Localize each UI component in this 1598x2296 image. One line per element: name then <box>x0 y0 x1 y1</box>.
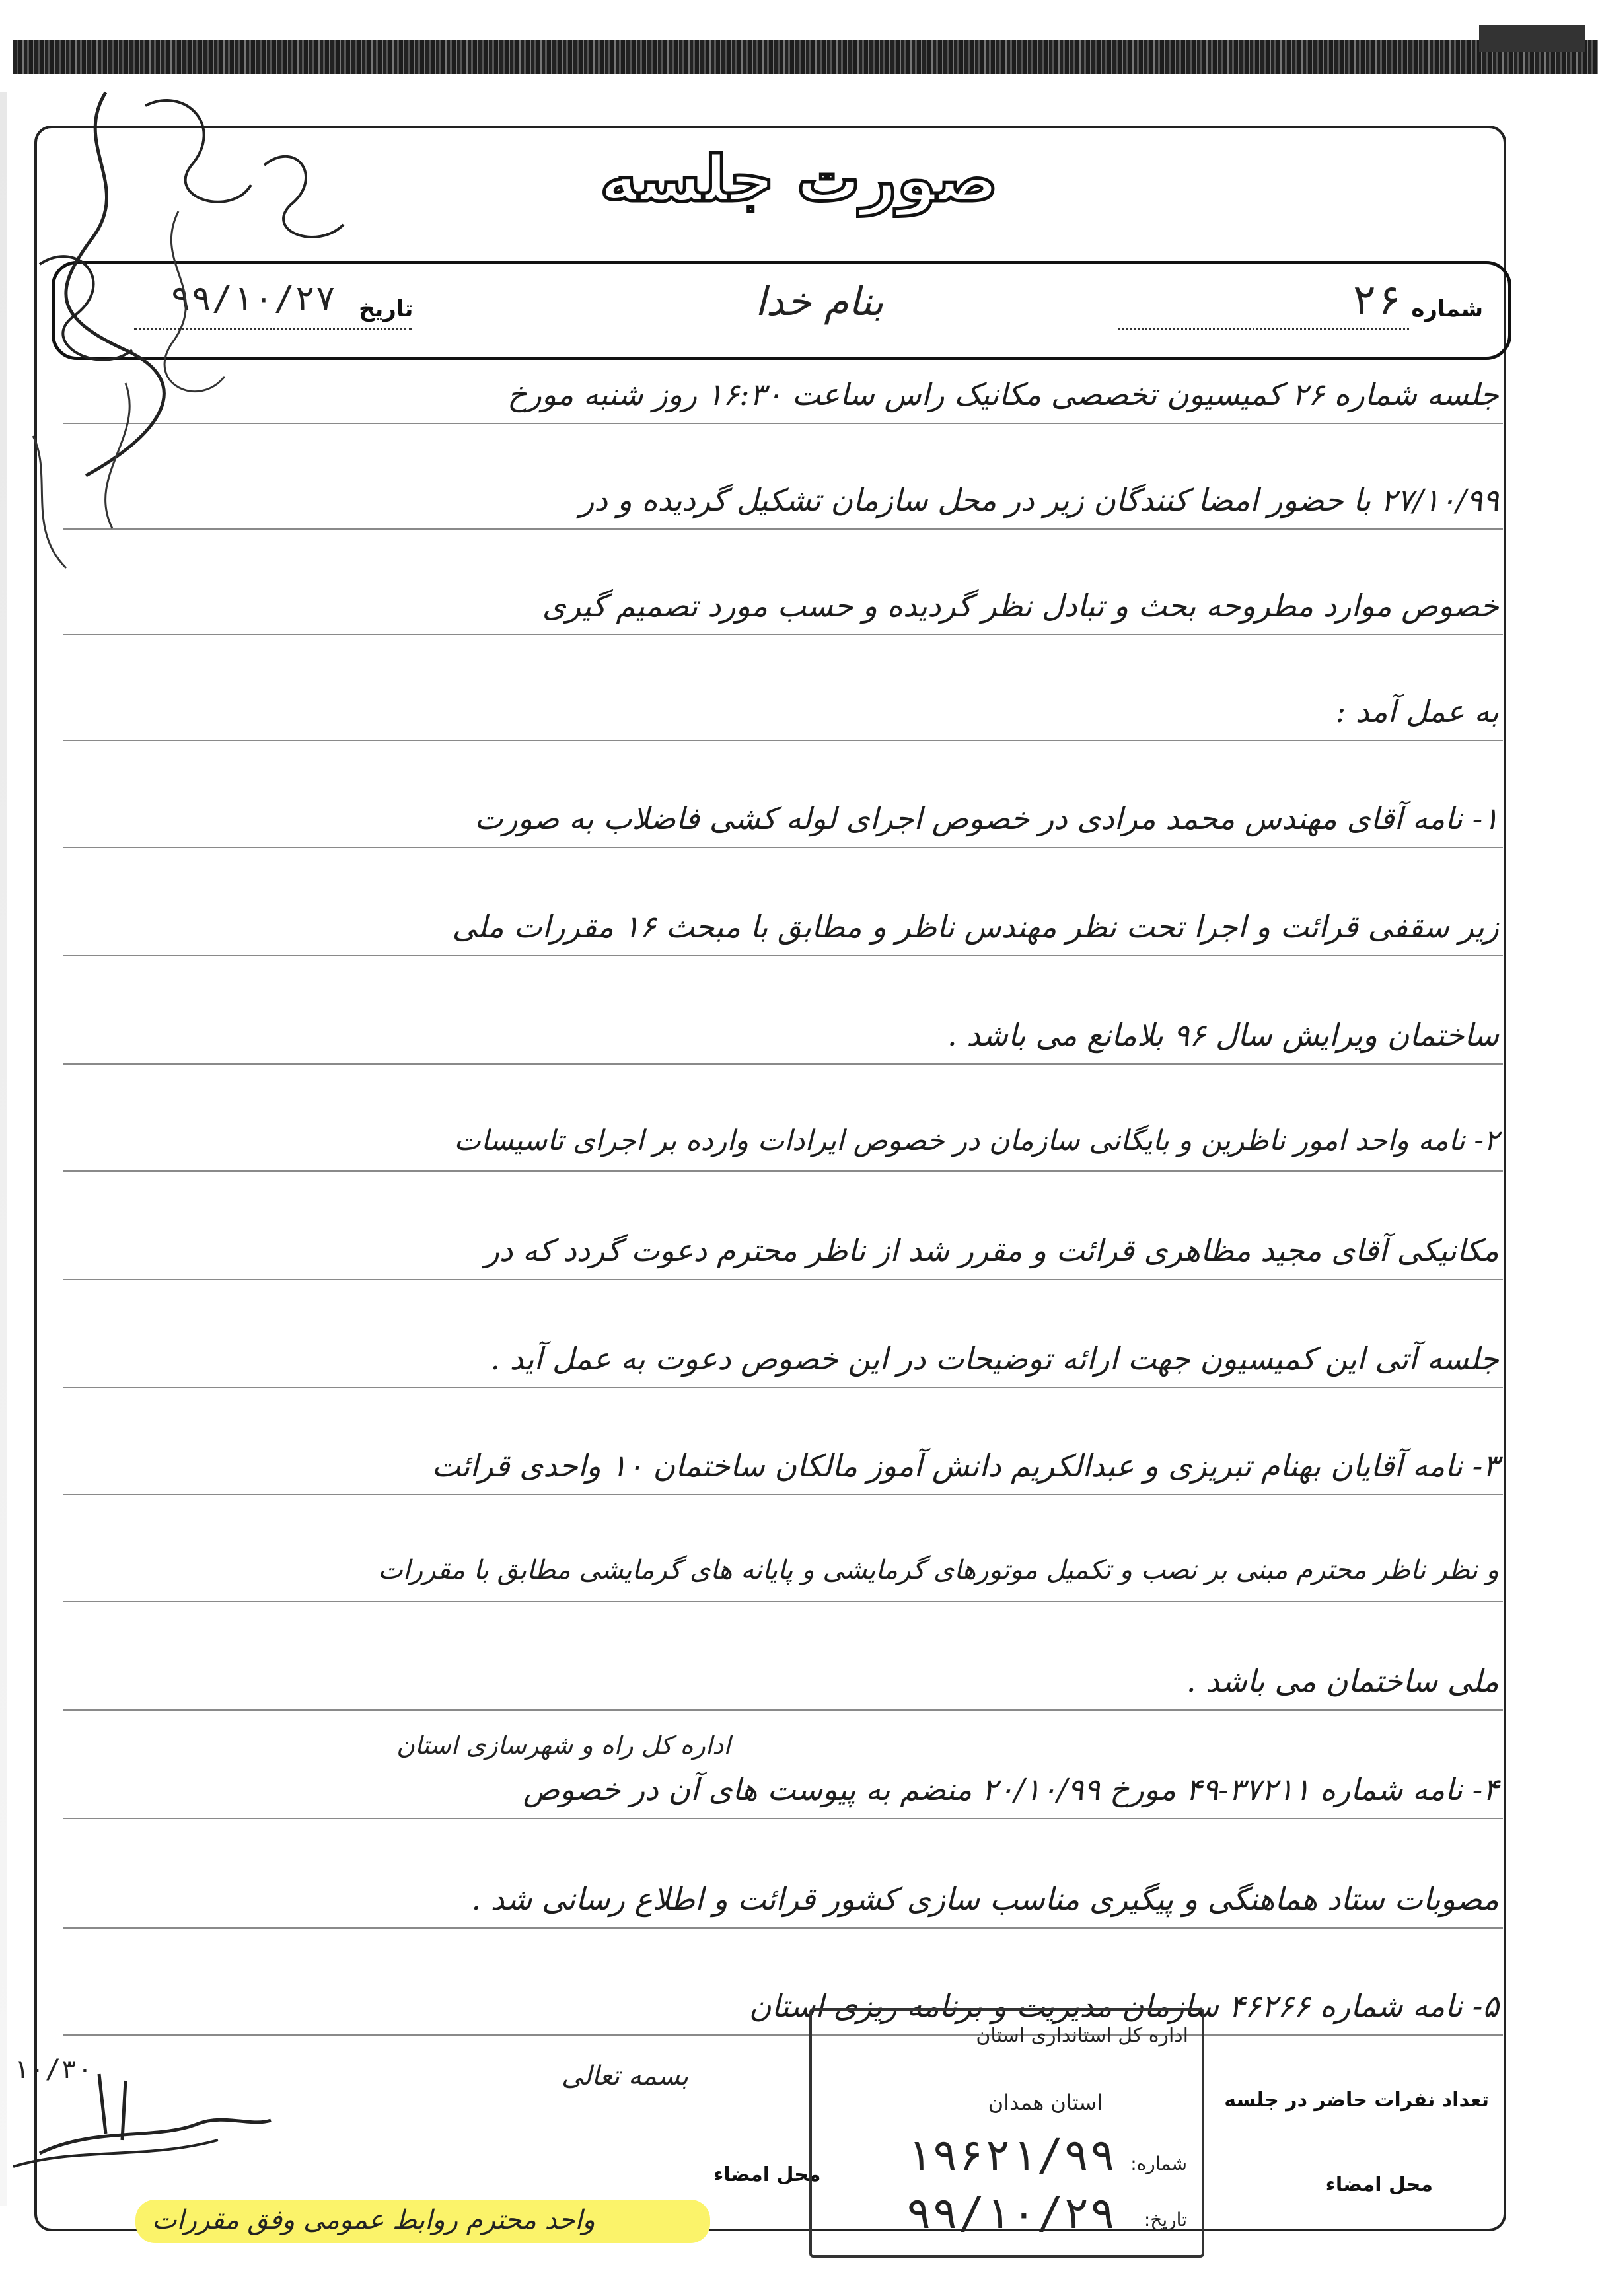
number-dotted-line <box>1118 328 1409 330</box>
number-value: ۲۶ <box>1351 276 1402 325</box>
stamp-date-value: ۹۹/۱۰/۲۹ <box>906 2188 1116 2239</box>
ruled-line <box>63 1387 1503 1388</box>
number-label: شماره <box>1411 296 1483 322</box>
body-line: به عمل آمد : <box>1335 694 1499 729</box>
body-line: و نظر ناظر محترم مبنی بر نصب و تکمیل موتورهای گرمایشی و پایانه های گرمایشی مطابق با مقررات <box>378 1555 1499 1585</box>
attendees-label: تعداد نفرات حاضر در جلسه <box>1224 2089 1489 2112</box>
signature-place-middle: محل امضاء <box>713 2163 821 2186</box>
handwritten-heading: بسمه تعالی <box>562 2061 689 2091</box>
subject-value: بنام خدا <box>755 279 884 325</box>
ruled-line <box>63 1279 1503 1280</box>
body-line: جلسه شماره ۲۶ کمیسیون تخصصی مکانیک راس ساعت ۱۶:۳۰ روز شنبه مورخ <box>507 377 1499 412</box>
registration-stamp <box>809 2008 1204 2258</box>
ruled-line <box>63 1818 1503 1819</box>
ruled-line <box>63 1601 1503 1602</box>
body-line: ۵- نامه شماره ۴۶۲۶۶ سازمان مدیریت و برنامه ریزی استان <box>748 1988 1499 2024</box>
stamp-province: استان همدان <box>988 2090 1103 2115</box>
ruled-line <box>63 740 1503 741</box>
body-line: مصوبات ستاد هماهنگی و پیگیری مناسب سازی کشور قرائت و اطلاع رسانی شد . <box>471 1881 1499 1917</box>
ruled-line <box>63 1063 1503 1065</box>
margin-date: ۱۰/۳۰ <box>13 2054 93 2085</box>
stamp-top-line: اداره کل استانداری استان <box>976 2024 1188 2047</box>
ruled-line <box>63 1494 1503 1495</box>
body-line: زیر سقفی قرائت و اجرا تحت نظر مهندس ناظر و مطابق با مبحث ۱۶ مقررات ملی <box>452 909 1499 945</box>
body-line: خصوص موارد مطروحه بحث و تبادل نظر گردیده و حسب مورد تصمیم گیری <box>542 588 1499 624</box>
margin-signature-scribble <box>13 66 357 581</box>
date-value: ۹۹/۱۰/۲۷ <box>170 279 336 318</box>
body-line: ۱- نامه آقای مهندس محمد مرادی در خصوص اجرای لوله کشی فاضلاب به صورت <box>474 801 1499 836</box>
stamp-number-label: شماره: <box>1130 2153 1187 2174</box>
ruled-line <box>63 955 1503 956</box>
ruled-line <box>63 2034 1503 2036</box>
document-title: صورت جلسه <box>600 142 998 216</box>
stamp-date-label: تاریخ: <box>1144 2209 1187 2231</box>
ruled-line <box>63 634 1503 635</box>
ruled-line <box>63 1709 1503 1711</box>
ruled-line <box>63 847 1503 848</box>
ruled-line <box>63 1170 1503 1172</box>
body-line: ساختمان ویرایش سال ۹۶ بلامانع می باشد . <box>947 1017 1499 1053</box>
body-line: ۲۷/۱۰/۹۹ با حضور امضا کنندگان زیر در محل سازمان تشکیل گردیده و در <box>579 482 1499 518</box>
date-label: تاریخ <box>359 296 414 322</box>
body-line: ۴- نامه شماره ۳۷۲۱۱-۴۹ مورخ ۲۰/۱۰/۹۹ منضم به پیوست های آن در خصوص <box>523 1772 1499 1807</box>
body-line: جلسه آتی این کمیسیون جهت ارائه توضیحات در این خصوص دعوت به عمل آید . <box>490 1341 1499 1377</box>
scan-corner-mark <box>1479 25 1585 52</box>
body-line: مکانیکی آقای مجید مظاهری قرائت و مقرر شد از ناظر محترم دعوت گردد که در <box>484 1233 1499 1268</box>
body-line: ۳- نامه آقایان بهنام تبریزی و عبدالکریم دانش آموز مالکان ساختمان ۱۰ واحدی قرائت <box>431 1448 1499 1484</box>
signature-place-right: محل امضاء <box>1325 2173 1433 2196</box>
stamp-number-value: ۱۹۶۲۱/۹۹ <box>906 2130 1116 2180</box>
body-line: ملی ساختمان می باشد . <box>1186 1663 1499 1699</box>
body-line: ۲- نامه واحد امور ناظرین و بایگانی سازمان در خصوص ایرادات وارده بر اجرای تاسیسات <box>454 1124 1499 1157</box>
ruled-line <box>63 1927 1503 1929</box>
body-insertion: اداره کل راه و شهرسازی استان <box>396 1731 731 1760</box>
highlighted-note: واحد محترم روابط عمومی وفق مقررات <box>152 2205 595 2235</box>
scan-left-edge <box>0 92 7 2206</box>
